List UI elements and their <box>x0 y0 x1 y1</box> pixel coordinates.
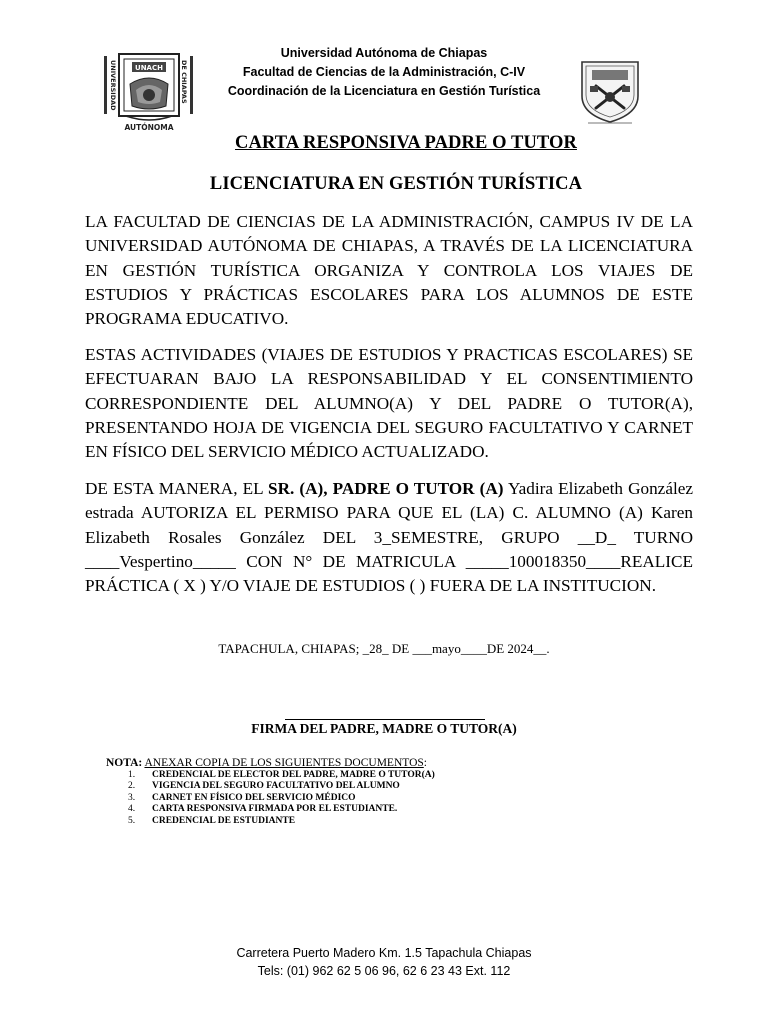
nota-text: ANEXAR COPIA DE LOS SIGUIENTES DOCUMENTOS <box>144 757 424 769</box>
list-item-text: CARNET EN FÍSICO DEL SERVICIO MÉDICO <box>152 792 356 803</box>
header-faculty: Facultad de Ciencias de la Administración, C-IV <box>242 65 526 79</box>
paragraph-intro: LA FACULTAD DE CIENCIAS DE LA ADMINISTRACIÓN, CAMPUS IV DE LA UNIVERSIDAD AUTÓNOMA DE CHIAPAS, A TRAVÉS DE LA LICENCIATURA EN GESTIÓN TURÍSTICA ORGANIZA Y CONTROLA LOS VIAJES DE ESTUDIOS Y PRÁCTICAS ESCOLARES PARA LOS ALUMNOS DE ESTE PROGRAMA EDUCATIVO. <box>85 212 693 329</box>
list-item <box>128 781 435 792</box>
footer-address: Carretera Puerto Madero Km. 1.5 Tapachula Chiapas <box>236 946 532 960</box>
list-item-text: VIGENCIA DEL SEGURO FACULTATIVO DEL ALUMNO <box>152 781 400 792</box>
document-subtitle: LICENCIATURA EN GESTIÓN TURÍSTICA <box>209 174 583 194</box>
list-item-number: 4. <box>128 804 136 815</box>
list-item-text: CREDENCIAL DE ESTUDIANTE <box>152 815 296 826</box>
signature-label: FIRMA DEL PADRE, MADRE O TUTOR(A) <box>251 721 517 736</box>
signature-line <box>285 719 485 720</box>
svg-text:DE CHIAPAS: DE CHIAPAS <box>180 60 188 104</box>
list-item <box>128 770 435 781</box>
list-item-text: CREDENCIAL DE ELECTOR DEL PADRE, MADRE O TUTOR(A) <box>152 770 435 780</box>
paragraph-authorization <box>85 477 693 598</box>
svg-text:AUTÓNOMA: AUTÓNOMA <box>124 123 174 132</box>
paragraph-activities: ESTAS ACTIVIDADES (VIAJES DE ESTUDIOS Y PRACTICAS ESCOLARES) SE EFECTUARAN BAJO LA RESPONSABILIDAD Y EL CONSENTIMIENTO CORRESPONDIENTE DEL ALUMNO(A) Y DEL PADRE O TUTOR(A), PRESENTANDO HOJA DE VIGENCIA DEL SEGURO FACULTATIVO Y CARNET EN FÍSICO DEL SERVICIO MÉDICO ACTUALIZADO. <box>85 345 693 462</box>
authorization-rest: Yadira Elizabeth González estrada AUTORIZA EL PERMISO PARA QUE EL (LA) C. ALUMNO (A) Karen Elizabeth Rosales González DEL 3_SEMESTRE, GRUPO __D_ TURNO ____Vespertino_____ CON N° DE MATRICULA _____100018350____REALICE PRÁCTICA ( X ) Y/O VIAJE DE ESTUDIOS ( ) FUERA DE LA INSTITUCION. <box>85 479 693 596</box>
authorization-prefix: DE ESTA MANERA, EL <box>85 479 269 498</box>
svg-text:UNIVERSIDAD: UNIVERSIDAD <box>109 60 117 111</box>
list-item <box>128 804 435 815</box>
authorization-bold: SR. (A), PADRE O TUTOR (A) <box>268 479 504 498</box>
institution-header <box>0 44 768 101</box>
list-item <box>128 816 435 827</box>
list-item-text: CARTA RESPONSIVA FIRMADA POR EL ESTUDIANTE. <box>152 804 398 815</box>
nota-heading <box>106 757 427 769</box>
document-title: CARTA RESPONSIVA PADRE O TUTOR <box>235 133 577 153</box>
list-item-number: 5. <box>128 815 136 826</box>
list-item-number: 3. <box>128 792 136 803</box>
nota-label: NOTA: <box>106 757 143 769</box>
list-item-number: 2. <box>128 781 136 792</box>
header-coordination: Coordinación de la Licenciatura en Gestión Turística <box>227 84 541 98</box>
required-documents-list <box>128 770 435 827</box>
header-university: Universidad Autónoma de Chiapas <box>280 46 488 60</box>
svg-text:UNACH: UNACH <box>135 64 163 72</box>
place-and-date: TAPACHULA, CHIAPAS; _28_ DE ___mayo____DE 2024__. <box>218 641 550 656</box>
nota-colon: : <box>423 757 427 769</box>
list-item <box>128 793 435 804</box>
footer-phones: Tels: (01) 962 62 5 06 96, 62 6 23 43 Ext. 112 <box>257 964 511 978</box>
footer-contact <box>0 944 768 980</box>
list-item-number: 1. <box>128 770 136 780</box>
